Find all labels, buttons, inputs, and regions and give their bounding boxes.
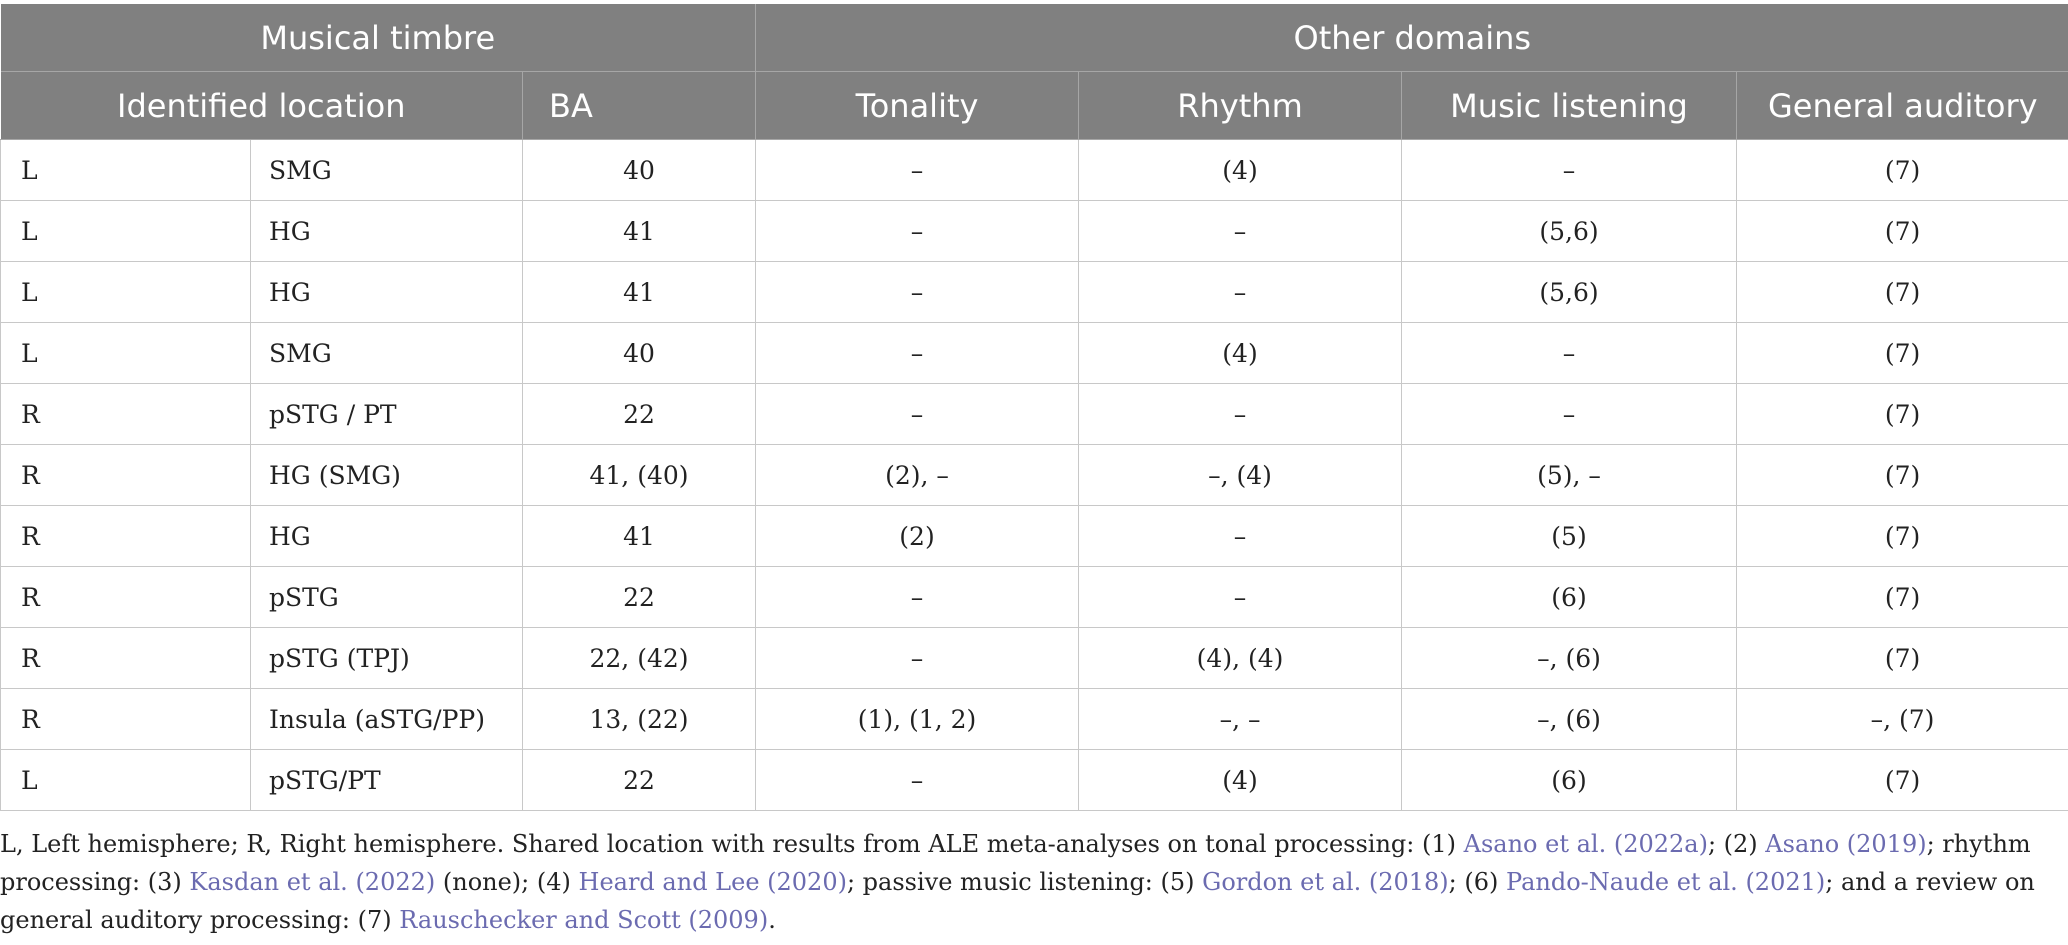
- tonality-cell: (2): [756, 506, 1079, 567]
- tonality-cell: –: [756, 384, 1079, 445]
- general-auditory-cell: (7): [1737, 323, 2068, 384]
- location-cell: SMG: [251, 140, 523, 201]
- hemisphere-cell: L: [1, 201, 251, 262]
- reference-link[interactable]: Gordon et al. (2018): [1202, 868, 1449, 896]
- tonality-cell: (2), –: [756, 445, 1079, 506]
- location-cell: HG: [251, 262, 523, 323]
- hemisphere-cell: R: [1, 506, 251, 567]
- hemisphere-cell: R: [1, 628, 251, 689]
- footnote-text: ; (2): [1707, 830, 1766, 858]
- column-header-tonality: Tonality: [756, 72, 1079, 140]
- rhythm-cell: (4), (4): [1079, 628, 1402, 689]
- rhythm-cell: –: [1079, 384, 1402, 445]
- tonality-cell: –: [756, 628, 1079, 689]
- general-auditory-cell: (7): [1737, 750, 2068, 811]
- rhythm-cell: –: [1079, 201, 1402, 262]
- general-auditory-cell: –, (7): [1737, 689, 2068, 750]
- rhythm-cell: (4): [1079, 750, 1402, 811]
- column-header-rhythm: Rhythm: [1079, 72, 1402, 140]
- ba-cell: 41: [523, 506, 756, 567]
- group-header-row: [1, 4, 2068, 72]
- ba-cell: 41: [523, 262, 756, 323]
- rhythm-cell: –: [1079, 567, 1402, 628]
- tonality-cell: –: [756, 201, 1079, 262]
- table-row: [1, 384, 2068, 445]
- location-cell: Insula (aSTG/PP): [251, 689, 523, 750]
- footnote-text: (none); (4): [435, 868, 579, 896]
- location-cell: HG (SMG): [251, 445, 523, 506]
- hemisphere-cell: R: [1, 689, 251, 750]
- rhythm-cell: –: [1079, 262, 1402, 323]
- hemisphere-cell: R: [1, 384, 251, 445]
- table-row: [1, 689, 2068, 750]
- results-table: [0, 4, 2068, 811]
- general-auditory-cell: (7): [1737, 445, 2068, 506]
- footnote-text: ; passive music listening: (5): [846, 868, 1203, 896]
- column-header-ba: BA: [523, 72, 756, 140]
- reference-link[interactable]: Pando-Naude et al. (2021): [1506, 868, 1826, 896]
- ba-cell: 22, (42): [523, 628, 756, 689]
- tonality-cell: –: [756, 750, 1079, 811]
- reference-link[interactable]: Rauschecker and Scott (2009): [399, 906, 769, 934]
- ba-cell: 40: [523, 323, 756, 384]
- table-row: [1, 140, 2068, 201]
- column-header-general-auditory: General auditory: [1737, 72, 2068, 140]
- table-row: [1, 750, 2068, 811]
- table-row: [1, 201, 2068, 262]
- ba-cell: 40: [523, 140, 756, 201]
- ba-cell: 22: [523, 750, 756, 811]
- footnote-text: .: [768, 906, 776, 934]
- music-listening-cell: –: [1402, 140, 1737, 201]
- music-listening-cell: (6): [1402, 567, 1737, 628]
- location-cell: HG: [251, 506, 523, 567]
- music-listening-cell: (5): [1402, 506, 1737, 567]
- music-listening-cell: (5,6): [1402, 262, 1737, 323]
- tonality-cell: (1), (1, 2): [756, 689, 1079, 750]
- location-cell: pSTG (TPJ): [251, 628, 523, 689]
- hemisphere-cell: L: [1, 750, 251, 811]
- rhythm-cell: –, (4): [1079, 445, 1402, 506]
- footnote-text: L, Left hemisphere; R, Right hemisphere. Shared location with results from ALE meta-analyses on tonal processing: (1): [0, 830, 1464, 858]
- tonality-cell: –: [756, 567, 1079, 628]
- ba-cell: 41, (40): [523, 445, 756, 506]
- column-header-location: Identified location: [1, 72, 523, 140]
- group-header-timbre: Musical timbre: [1, 4, 756, 72]
- hemisphere-cell: L: [1, 262, 251, 323]
- music-listening-cell: (5,6): [1402, 201, 1737, 262]
- results-table-container: [0, 4, 2068, 811]
- reference-link[interactable]: Asano et al. (2022a): [1463, 830, 1708, 858]
- hemisphere-cell: R: [1, 445, 251, 506]
- table-row: [1, 628, 2068, 689]
- table-row: [1, 262, 2068, 323]
- footnote-text: ; rhythm processing: (3): [0, 830, 2031, 896]
- ba-cell: 22: [523, 567, 756, 628]
- tonality-cell: –: [756, 262, 1079, 323]
- table-row: [1, 445, 2068, 506]
- location-cell: pSTG/PT: [251, 750, 523, 811]
- table-row: [1, 506, 2068, 567]
- rhythm-cell: –, –: [1079, 689, 1402, 750]
- ba-cell: 41: [523, 201, 756, 262]
- location-cell: HG: [251, 201, 523, 262]
- tonality-cell: –: [756, 323, 1079, 384]
- table-row: [1, 323, 2068, 384]
- column-header-music-listening: Music listening: [1402, 72, 1737, 140]
- rhythm-cell: (4): [1079, 140, 1402, 201]
- music-listening-cell: (6): [1402, 750, 1737, 811]
- reference-link[interactable]: Kasdan et al. (2022): [189, 868, 436, 896]
- hemisphere-cell: R: [1, 567, 251, 628]
- music-listening-cell: –: [1402, 323, 1737, 384]
- rhythm-cell: –: [1079, 506, 1402, 567]
- hemisphere-cell: L: [1, 323, 251, 384]
- reference-link[interactable]: Heard and Lee (2020): [578, 868, 847, 896]
- music-listening-cell: –: [1402, 384, 1737, 445]
- general-auditory-cell: (7): [1737, 628, 2068, 689]
- column-header-row: [1, 72, 2068, 140]
- ba-cell: 13, (22): [523, 689, 756, 750]
- general-auditory-cell: (7): [1737, 262, 2068, 323]
- general-auditory-cell: (7): [1737, 201, 2068, 262]
- general-auditory-cell: (7): [1737, 384, 2068, 445]
- footnote-text: ; and a review on general auditory processing: (7): [0, 868, 2035, 934]
- reference-link[interactable]: Asano (2019): [1765, 830, 1927, 858]
- general-auditory-cell: (7): [1737, 567, 2068, 628]
- table-footnote: [0, 825, 2060, 939]
- general-auditory-cell: (7): [1737, 140, 2068, 201]
- location-cell: SMG: [251, 323, 523, 384]
- music-listening-cell: (5), –: [1402, 445, 1737, 506]
- location-cell: pSTG: [251, 567, 523, 628]
- hemisphere-cell: L: [1, 140, 251, 201]
- footnote-text: ; (6): [1448, 868, 1506, 896]
- group-header-other-domains: Other domains: [756, 4, 2068, 72]
- table-row: [1, 567, 2068, 628]
- music-listening-cell: –, (6): [1402, 689, 1737, 750]
- tonality-cell: –: [756, 140, 1079, 201]
- location-cell: pSTG / PT: [251, 384, 523, 445]
- rhythm-cell: (4): [1079, 323, 1402, 384]
- music-listening-cell: –, (6): [1402, 628, 1737, 689]
- general-auditory-cell: (7): [1737, 506, 2068, 567]
- ba-cell: 22: [523, 384, 756, 445]
